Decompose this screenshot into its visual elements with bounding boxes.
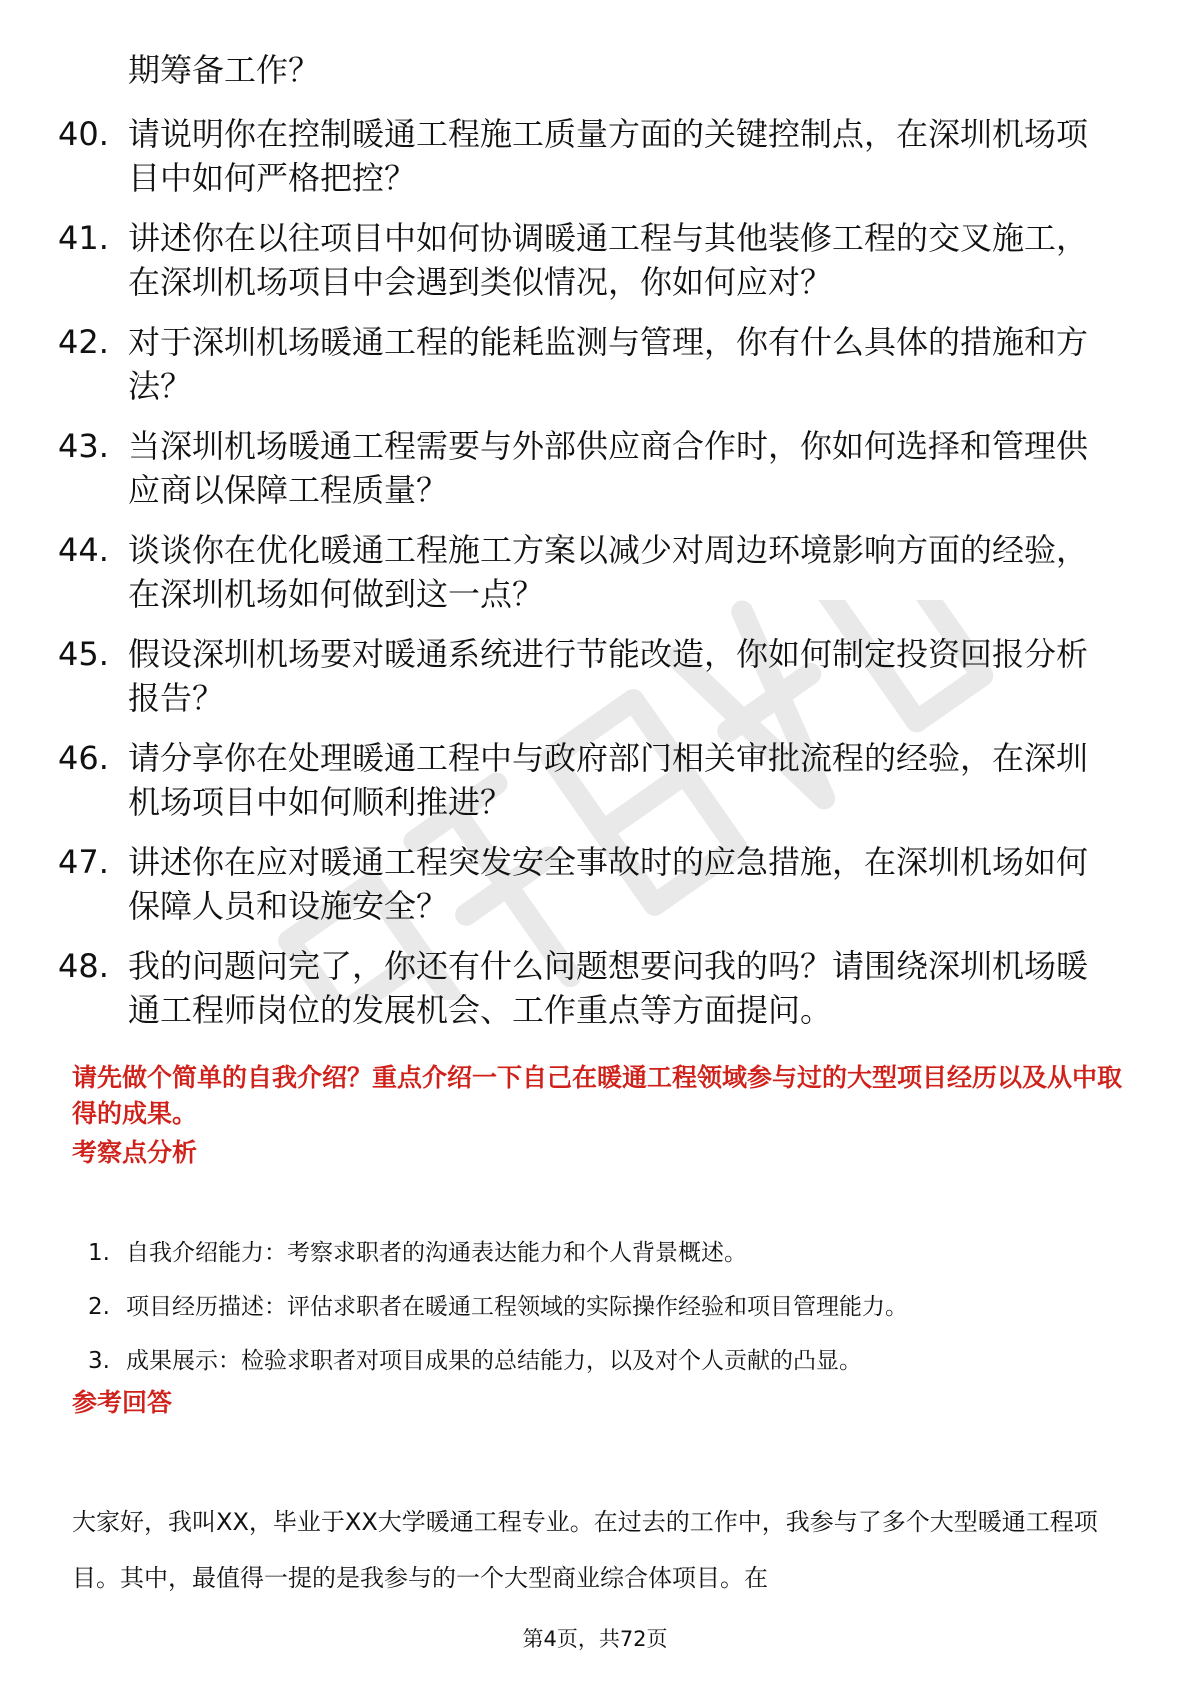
question-number: 42. (58, 323, 109, 361)
point-text: 项目经历描述：评估求职者在暖通工程领域的实际操作经验和项目管理能力。 (126, 1294, 908, 1320)
question-text: 讲述你在应对暖通工程突发安全事故时的应急措施，在深圳机场如何保障人员和设施安全？ (128, 843, 1089, 925)
list-item (88, 1344, 1118, 1378)
question-text: 当深圳机场暖通工程需要与外部供应商合作时，你如何选择和管理供应商以保障工程质量？ (128, 427, 1089, 509)
question-number: 47. (58, 843, 109, 881)
reference-answer: 大家好，我叫XX，毕业于XX大学暖通工程专业。在过去的工作中，我参与了多个大型暖通工程项目。其中，最值得一提的是我参与的一个大型商业综合体项目。在 (72, 1508, 1098, 1592)
question-number: 45. (58, 635, 109, 673)
list-item (58, 528, 1118, 616)
point-number: 1. (88, 1240, 110, 1266)
reference-heading: 参考回答 (72, 1388, 173, 1417)
question-number: 43. (58, 427, 109, 465)
highlight-question: 请先做个简单的自我介绍？重点介绍一下自己在暖通工程领域参与过的大型项目经历以及从中取得的成果。 (72, 1063, 1123, 1128)
point-text: 自我介绍能力：考察求职者的沟通表达能力和个人背景概述。 (126, 1240, 747, 1266)
question-number: 46. (58, 739, 109, 777)
list-item (58, 632, 1118, 720)
question-text: 请说明你在控制暖通工程施工质量方面的关键控制点，在深圳机场项目中如何严格把控？ (128, 115, 1089, 197)
question-continuation: 期筹备工作？ (128, 51, 321, 89)
list-item (88, 1290, 1118, 1324)
list-item (58, 320, 1118, 408)
point-number: 3. (88, 1348, 110, 1374)
question-text: 讲述你在以往项目中如何协调暖通工程与其他装修工程的交叉施工，在深圳机场项目中会遇到类似情况，你如何应对？ (128, 219, 1089, 301)
question-text: 对于深圳机场暖通工程的能耗监测与管理，你有什么具体的措施和方法？ (128, 323, 1089, 405)
list-item (88, 1236, 1118, 1270)
question-text: 假设深圳机场要对暖通系统进行节能改造，你如何制定投资回报分析报告？ (128, 635, 1089, 717)
analysis-points (88, 1236, 1118, 1398)
page-footer: 第4页，共72页 (522, 1627, 668, 1651)
list-item (58, 424, 1118, 512)
question-number: 41. (58, 219, 109, 257)
list-item (58, 944, 1118, 1032)
list-item (58, 112, 1118, 200)
point-text: 成果展示：检验求职者对项目成果的总结能力，以及对个人贡献的凸显。 (126, 1348, 862, 1374)
analysis-heading: 考察点分析 (72, 1138, 198, 1167)
question-text: 谈谈你在优化暖通工程施工方案以减少对周边环境影响方面的经验，在深圳机场如何做到这一点？ (128, 531, 1089, 613)
question-number: 40. (58, 115, 109, 153)
question-number: 44. (58, 531, 109, 569)
list-item (58, 840, 1118, 928)
question-text: 请分享你在处理暖通工程中与政府部门相关审批流程的经验，在深圳机场项目中如何顺利推进？ (128, 739, 1089, 821)
question-text: 我的问题问完了，你还有什么问题想要问我的吗？请围绕深圳机场暖通工程师岗位的发展机会、工作重点等方面提问。 (128, 947, 1089, 1029)
point-number: 2. (88, 1294, 110, 1320)
question-list (58, 112, 1118, 1048)
question-number: 48. (58, 947, 109, 985)
list-item (58, 736, 1118, 824)
list-item (58, 216, 1118, 304)
